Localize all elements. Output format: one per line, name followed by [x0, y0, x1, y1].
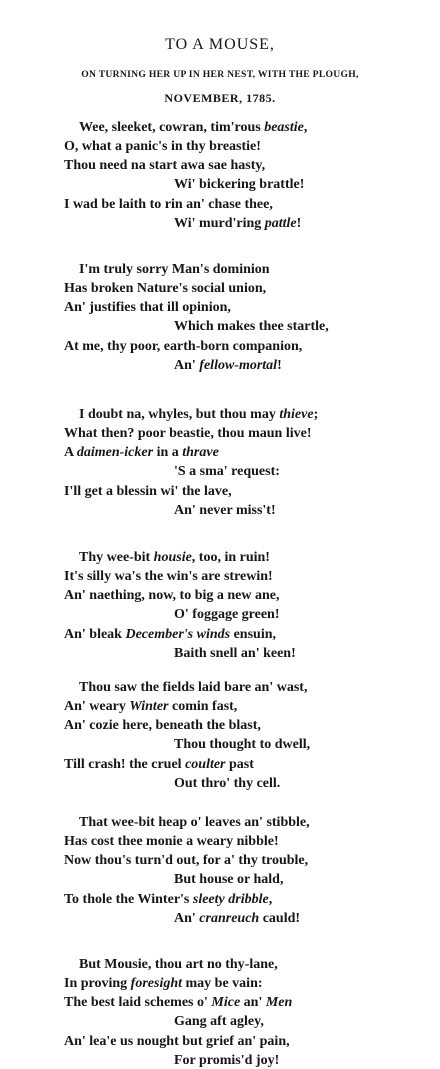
- poem-line: An' cranreuch cauld!: [174, 911, 301, 926]
- poem-line: An' justifies that ill opinion,: [64, 300, 231, 315]
- poem-line: An' fellow-mortal!: [174, 358, 282, 373]
- poem-line: For promis'd joy!: [174, 1053, 280, 1068]
- poem-line: Which makes thee startle,: [174, 319, 329, 334]
- poem-line: Wi' bickering brattle!: [174, 177, 305, 192]
- poem-subtitle: ON TURNING HER UP IN HER NEST, WITH THE PLOUGH,: [81, 69, 359, 80]
- poem-line: I wad be laith to rin an' chase thee,: [64, 197, 273, 212]
- poem-line: O' foggage green!: [174, 607, 280, 622]
- poem-line: But Mousie, thou art no thy-lane,: [79, 957, 278, 972]
- poem-line: An' bleak December's winds ensuin,: [64, 627, 276, 642]
- poem-line: An' weary Winter comin fast,: [64, 699, 238, 714]
- poem-line: The best laid schemes o' Mice an' Men: [64, 995, 293, 1010]
- poem-line: It's silly wa's the win's are strewin!: [64, 569, 273, 584]
- poem-line: In proving foresight may be vain:: [64, 976, 263, 991]
- poem-line: That wee-bit heap o' leaves an' stibble,: [79, 815, 310, 830]
- poem-line: Baith snell an' keen!: [174, 646, 296, 661]
- poem-line: Gang aft agley,: [174, 1014, 264, 1029]
- poem-line: Thou saw the fields laid bare an' wast,: [79, 680, 308, 695]
- poem-line: At me, thy poor, earth-born companion,: [64, 339, 303, 354]
- poem-line: Thou need na start awa sae hasty,: [64, 158, 266, 173]
- poem-line: O, what a panic's in thy breastie!: [64, 139, 261, 154]
- poem-title: TO A MOUSE,: [165, 36, 275, 53]
- poem-line: I doubt na, whyles, but thou may thieve;: [79, 407, 319, 422]
- poem-line: An' naething, now, to big a new ane,: [64, 588, 280, 603]
- poem-line: Now thou's turn'd out, for a' thy trouble,: [64, 853, 309, 868]
- poem-line: Thou thought to dwell,: [174, 737, 311, 752]
- poem-line: Has cost thee monie a weary nibble!: [64, 834, 279, 849]
- poem-line: A daimen-icker in a thrave: [64, 445, 219, 460]
- poem-line: An' never miss't!: [174, 503, 276, 518]
- poem-line: Has broken Nature's social union,: [64, 281, 267, 296]
- poem-line: An' lea'e us nought but grief an' pain,: [64, 1034, 290, 1049]
- poem-line: What then? poor beastie, thou maun live!: [64, 426, 312, 441]
- poem-line: Thy wee-bit housie, too, in ruin!: [79, 550, 270, 565]
- poem-line: Till crash! the cruel coulter past: [64, 757, 254, 772]
- poem-line: 'S a sma' request:: [174, 464, 280, 479]
- poem-line: An' cozie here, beneath the blast,: [64, 718, 261, 733]
- poem-line: To thole the Winter's sleety dribble,: [64, 892, 273, 907]
- poem-line: Out thro' thy cell.: [174, 776, 281, 791]
- poem-line: Wi' murd'ring pattle!: [174, 216, 302, 231]
- poem-line: I'll get a blessin wi' the lave,: [64, 484, 232, 499]
- poem-line: Wee, sleeket, cowran, tim'rous beastie,: [79, 120, 308, 135]
- poem-date: NOVEMBER, 1785.: [164, 91, 276, 105]
- poem-line: But house or hald,: [174, 872, 284, 887]
- poem-line: I'm truly sorry Man's dominion: [79, 262, 270, 277]
